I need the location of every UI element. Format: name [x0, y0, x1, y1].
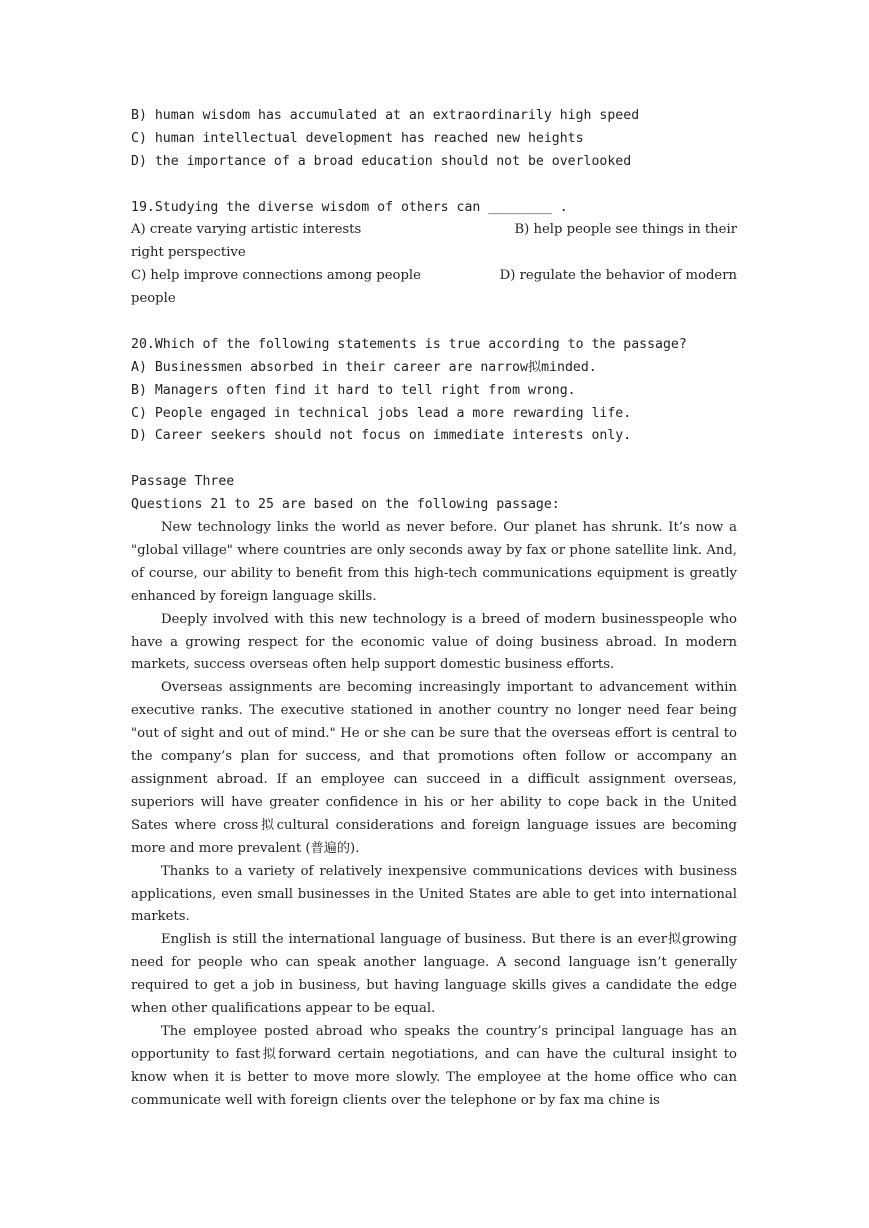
passage-paragraph-6: The employee posted abroad who speaks the country’s principal language has an opportunity to fast拟forward certain negotiations, and can have the cultural insight to know when it is better to move more slowly. The employee at the home office who can communicate well with foreign clients over the telephone or by fax ma chine is	[131, 1023, 737, 1108]
q20-option-c: C) People engaged in technical jobs lead a more rewarding life.	[131, 405, 632, 421]
q18-option-b: B) human wisdom has accumulated at an extraordinarily high speed	[131, 108, 640, 123]
passage-three	[131, 471, 737, 1112]
q20-option-b: B) Managers often find it hard to tell right from wrong.	[131, 382, 576, 398]
question-18-options	[131, 105, 737, 174]
q19-row-cd	[131, 265, 737, 288]
q19-option-d: D) regulate the behavior of modern	[499, 268, 737, 284]
q19-option-b-continued: right perspective	[131, 245, 246, 261]
q19-row-ab	[131, 219, 737, 242]
q20-option-a: A) Businessmen absorbed in their career are narrow拟minded.	[131, 359, 597, 375]
q20-option-d: D) Career seekers should not focus on immediate interests only.	[131, 428, 632, 444]
q19-option-b: B) help people see things in their	[514, 222, 737, 238]
q18-option-d: D) the importance of a broad education should not be overlooked	[131, 153, 632, 169]
question-20	[131, 334, 737, 448]
passage-paragraph-3: Overseas assignments are becoming increasingly important to advancement within executive ranks. The executive stationed in another country no longer need fear being "out of sight and out of mind." He or she can be sure that the overseas effort is central to the company’s plan for success, and that promotions often follow or accompany an assignment abroad. If an employee can succeed in a difficult assignment overseas, superiors will have greater confidence in his or her ability to cope back in the United Sates where cross拟cultural considerations and foreign language issues are becoming more and more prevalent (普遍的).	[131, 680, 737, 856]
document-page	[131, 105, 737, 1113]
question-19	[131, 197, 737, 311]
spacer	[131, 448, 737, 471]
passage-title: Passage Three	[131, 474, 235, 490]
q19-option-d-continued: people	[131, 291, 176, 307]
passage-intro: Questions 21 to 25 are based on the following passage:	[131, 497, 560, 513]
spacer	[131, 174, 737, 197]
passage-paragraph-1: New technology links the world as never before. Our planet has shrunk. It’s now a "global village" where countries are only seconds away by fax or phone satellite link. And, of course, our ability to benefit from this high-tech communications equipment is greatly enhanced by foreign language skills.	[131, 520, 737, 604]
spacer	[131, 311, 737, 334]
q19-stem: 19.Studying the diverse wisdom of others can ________ .	[131, 199, 568, 215]
passage-paragraph-2: Deeply involved with this new technology is a breed of modern businesspeople who have a growing respect for the economic value of doing business abroad. In modern markets, success overseas often help support domestic business efforts.	[131, 611, 737, 673]
q18-option-c: C) human intellectual development has reached new heights	[131, 130, 584, 146]
q20-stem: 20.Which of the following statements is true according to the passage?	[131, 336, 687, 352]
passage-paragraph-4: Thanks to a variety of relatively inexpensive communications devices with business applications, even small businesses in the United States are able to get into international markets.	[131, 863, 737, 925]
q19-option-c: C) help improve connections among people	[131, 268, 421, 284]
passage-paragraph-5: English is still the international language of business. But there is an ever拟growing need for people who can speak another language. A second language isn’t generally required to get a job in business, but having language skills gives a candidate the edge when other qualifications appear to be equal.	[131, 932, 737, 1017]
q19-option-a: A) create varying artistic interests	[131, 222, 362, 238]
